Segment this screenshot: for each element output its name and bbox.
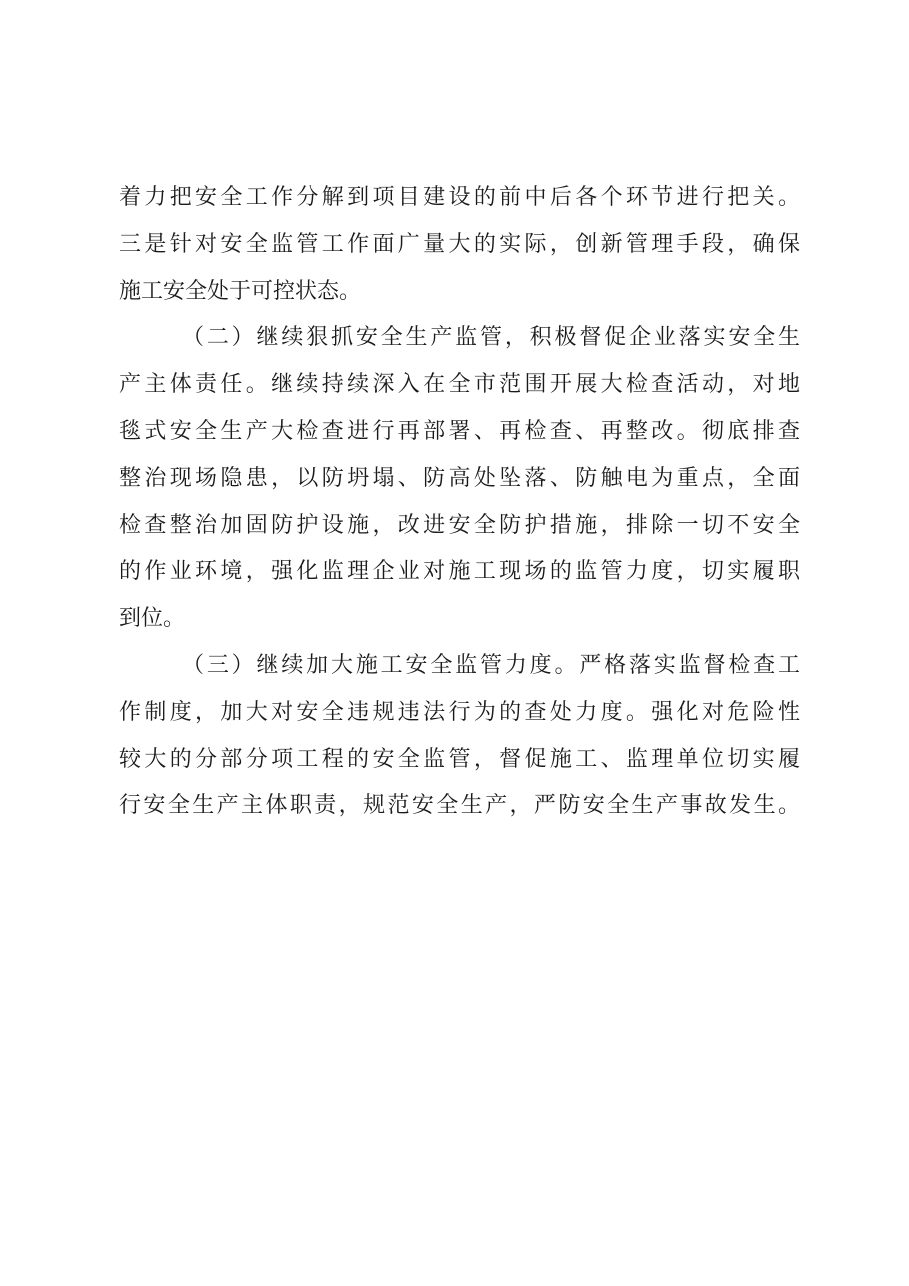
text-line: 施工安全处于可控状态。 — [119, 278, 362, 304]
text-line: 着力把安全工作分解到项目建设的前中后各个环节进行把关。 — [119, 185, 800, 210]
text-line: 三是针对安全监管工作面广量大的实际，创新管理手段，确保 — [119, 231, 800, 257]
text-line: 行安全生产主体职责，规范安全生产，严防安全生产事故发生。 — [119, 793, 800, 819]
text-line: 作制度，加大对安全违规违法行为的查处力度。强化对危险性 — [119, 699, 800, 725]
paragraph-2-first-line: （二）继续狠抓安全生产监管，积极督促企业落实安全生 — [182, 325, 800, 351]
text-line: 的作业环境，强化监理企业对施工现场的监管力度，切实履职 — [119, 559, 800, 585]
paragraph-3-first-line: （三）继续加大施工安全监管力度。严格落实监督检查工 — [182, 652, 800, 678]
text-line: 毯式安全生产大检查进行再部署、再检查、再整改。彻底排查 — [119, 418, 800, 444]
body-text — [119, 175, 800, 830]
text-line: 产主体责任。继续持续深入在全市范围开展大检查活动，对地 — [119, 372, 800, 398]
text-line: 检查整治加固防护设施，改进安全防护措施，排除一切不安全 — [119, 512, 800, 538]
text-line: 较大的分部分项工程的安全监管，督促施工、监理单位切实履 — [119, 746, 800, 772]
text-line: 到位。 — [119, 606, 186, 632]
text-line: 整治现场隐患，以防坍塌、防高处坠落、防触电为重点，全面 — [119, 465, 800, 491]
